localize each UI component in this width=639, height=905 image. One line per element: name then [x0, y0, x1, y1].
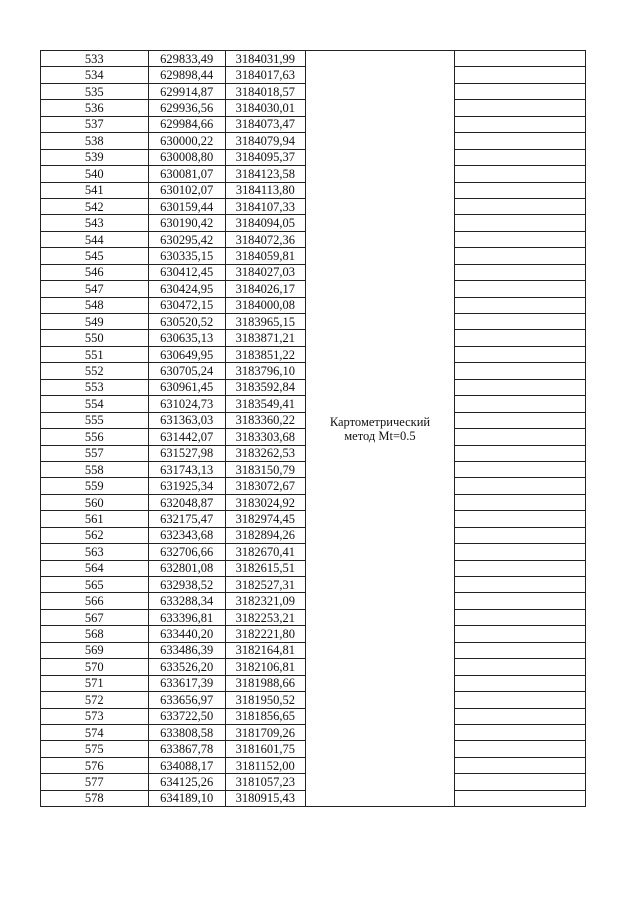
empty-cell [455, 560, 586, 576]
empty-cell [455, 675, 586, 691]
point-number-cell: 561 [41, 511, 149, 527]
y-coordinate-cell: 3184018,57 [225, 83, 305, 99]
empty-cell [455, 182, 586, 198]
y-coordinate-cell: 3184123,58 [225, 166, 305, 182]
y-coordinate-cell: 3184026,17 [225, 281, 305, 297]
x-coordinate-cell: 631442,07 [148, 429, 225, 445]
y-coordinate-cell: 3184079,94 [225, 133, 305, 149]
point-number-cell: 577 [41, 774, 149, 790]
empty-cell [455, 708, 586, 724]
y-coordinate-cell: 3184072,36 [225, 231, 305, 247]
x-coordinate-cell: 633526,20 [148, 659, 225, 675]
y-coordinate-cell: 3182527,31 [225, 577, 305, 593]
point-number-cell: 537 [41, 116, 149, 132]
x-coordinate-cell: 633617,39 [148, 675, 225, 691]
empty-cell [455, 593, 586, 609]
empty-cell [455, 429, 586, 445]
method-line-2: метод Mt=0.5 [344, 428, 416, 443]
empty-cell [455, 642, 586, 658]
x-coordinate-cell: 629898,44 [148, 67, 225, 83]
empty-cell [455, 757, 586, 773]
point-number-cell: 566 [41, 593, 149, 609]
y-coordinate-cell: 3184059,81 [225, 248, 305, 264]
x-coordinate-cell: 633867,78 [148, 741, 225, 757]
x-coordinate-cell: 630081,07 [148, 166, 225, 182]
x-coordinate-cell: 630635,13 [148, 330, 225, 346]
y-coordinate-cell: 3183965,15 [225, 314, 305, 330]
x-coordinate-cell: 630649,95 [148, 346, 225, 362]
y-coordinate-cell: 3184030,01 [225, 100, 305, 116]
y-coordinate-cell: 3184073,47 [225, 116, 305, 132]
x-coordinate-cell: 633808,58 [148, 724, 225, 740]
x-coordinate-cell: 633722,50 [148, 708, 225, 724]
empty-cell [455, 544, 586, 560]
y-coordinate-cell: 3183549,41 [225, 396, 305, 412]
empty-cell [455, 692, 586, 708]
y-coordinate-cell: 3183303,68 [225, 429, 305, 445]
y-coordinate-cell: 3184031,99 [225, 51, 305, 67]
point-number-cell: 562 [41, 527, 149, 543]
point-number-cell: 574 [41, 724, 149, 740]
x-coordinate-cell: 630000,22 [148, 133, 225, 149]
y-coordinate-cell: 3182894,26 [225, 527, 305, 543]
point-number-cell: 546 [41, 264, 149, 280]
empty-cell [455, 577, 586, 593]
point-number-cell: 571 [41, 675, 149, 691]
point-number-cell: 558 [41, 461, 149, 477]
x-coordinate-cell: 630412,45 [148, 264, 225, 280]
point-number-cell: 564 [41, 560, 149, 576]
y-coordinate-cell: 3182615,51 [225, 560, 305, 576]
y-coordinate-cell: 3183796,10 [225, 363, 305, 379]
y-coordinate-cell: 3184000,08 [225, 297, 305, 313]
empty-cell [455, 412, 586, 428]
empty-cell [455, 659, 586, 675]
empty-cell [455, 379, 586, 395]
x-coordinate-cell: 631925,34 [148, 478, 225, 494]
y-coordinate-cell: 3181057,23 [225, 774, 305, 790]
x-coordinate-cell: 631743,13 [148, 461, 225, 477]
empty-cell [455, 774, 586, 790]
y-coordinate-cell: 3183150,79 [225, 461, 305, 477]
point-number-cell: 556 [41, 429, 149, 445]
y-coordinate-cell: 3184095,37 [225, 149, 305, 165]
y-coordinate-cell: 3181709,26 [225, 724, 305, 740]
x-coordinate-cell: 632706,66 [148, 544, 225, 560]
empty-cell [455, 511, 586, 527]
x-coordinate-cell: 630295,42 [148, 231, 225, 247]
empty-cell [455, 215, 586, 231]
point-number-cell: 569 [41, 642, 149, 658]
x-coordinate-cell: 630472,15 [148, 297, 225, 313]
point-number-cell: 552 [41, 363, 149, 379]
empty-cell [455, 51, 586, 67]
y-coordinate-cell: 3182164,81 [225, 642, 305, 658]
point-number-cell: 543 [41, 215, 149, 231]
y-coordinate-cell: 3181601,75 [225, 741, 305, 757]
x-coordinate-cell: 633440,20 [148, 626, 225, 642]
empty-cell [455, 198, 586, 214]
method-line-1: Картометрический [329, 414, 431, 429]
point-number-cell: 554 [41, 396, 149, 412]
empty-cell [455, 741, 586, 757]
x-coordinate-cell: 633288,34 [148, 593, 225, 609]
y-coordinate-cell: 3183851,22 [225, 346, 305, 362]
y-coordinate-cell: 3182974,45 [225, 511, 305, 527]
point-number-cell: 538 [41, 133, 149, 149]
x-coordinate-cell: 630424,95 [148, 281, 225, 297]
x-coordinate-cell: 629914,87 [148, 83, 225, 99]
point-number-cell: 545 [41, 248, 149, 264]
table-row [41, 51, 586, 67]
empty-cell [455, 133, 586, 149]
x-coordinate-cell: 631363,03 [148, 412, 225, 428]
x-coordinate-cell: 630102,07 [148, 182, 225, 198]
x-coordinate-cell: 633656,97 [148, 692, 225, 708]
point-number-cell: 576 [41, 757, 149, 773]
x-coordinate-cell: 634189,10 [148, 790, 225, 806]
y-coordinate-cell: 3183360,22 [225, 412, 305, 428]
x-coordinate-cell: 632938,52 [148, 577, 225, 593]
y-coordinate-cell: 3181856,65 [225, 708, 305, 724]
point-number-cell: 549 [41, 314, 149, 330]
y-coordinate-cell: 3183072,67 [225, 478, 305, 494]
y-coordinate-cell: 3182221,80 [225, 626, 305, 642]
point-number-cell: 563 [41, 544, 149, 560]
point-number-cell: 539 [41, 149, 149, 165]
empty-cell [455, 478, 586, 494]
point-number-cell: 568 [41, 626, 149, 642]
x-coordinate-cell: 631024,73 [148, 396, 225, 412]
y-coordinate-cell: 3181152,00 [225, 757, 305, 773]
empty-cell [455, 67, 586, 83]
empty-cell [455, 494, 586, 510]
empty-cell [455, 461, 586, 477]
y-coordinate-cell: 3181988,66 [225, 675, 305, 691]
point-number-cell: 559 [41, 478, 149, 494]
x-coordinate-cell: 632343,68 [148, 527, 225, 543]
empty-cell [455, 724, 586, 740]
point-number-cell: 565 [41, 577, 149, 593]
y-coordinate-cell: 3183871,21 [225, 330, 305, 346]
y-coordinate-cell: 3184113,80 [225, 182, 305, 198]
x-coordinate-cell: 629833,49 [148, 51, 225, 67]
point-number-cell: 536 [41, 100, 149, 116]
y-coordinate-cell: 3182670,41 [225, 544, 305, 560]
y-coordinate-cell: 3184107,33 [225, 198, 305, 214]
y-coordinate-cell: 3184027,03 [225, 264, 305, 280]
empty-cell [455, 346, 586, 362]
empty-cell [455, 790, 586, 806]
x-coordinate-cell: 630961,45 [148, 379, 225, 395]
empty-cell [455, 281, 586, 297]
x-coordinate-cell: 630335,15 [148, 248, 225, 264]
x-coordinate-cell: 629984,66 [148, 116, 225, 132]
point-number-cell: 540 [41, 166, 149, 182]
x-coordinate-cell: 632175,47 [148, 511, 225, 527]
x-coordinate-cell: 630520,52 [148, 314, 225, 330]
y-coordinate-cell: 3182253,21 [225, 609, 305, 625]
point-number-cell: 547 [41, 281, 149, 297]
x-coordinate-cell: 630190,42 [148, 215, 225, 231]
x-coordinate-cell: 634088,17 [148, 757, 225, 773]
y-coordinate-cell: 3182321,09 [225, 593, 305, 609]
point-number-cell: 578 [41, 790, 149, 806]
coordinates-table [40, 50, 586, 807]
point-number-cell: 551 [41, 346, 149, 362]
y-coordinate-cell: 3183592,84 [225, 379, 305, 395]
empty-cell [455, 100, 586, 116]
empty-cell [455, 297, 586, 313]
x-coordinate-cell: 629936,56 [148, 100, 225, 116]
point-number-cell: 575 [41, 741, 149, 757]
empty-cell [455, 314, 586, 330]
y-coordinate-cell: 3183024,92 [225, 494, 305, 510]
x-coordinate-cell: 632048,87 [148, 494, 225, 510]
point-number-cell: 570 [41, 659, 149, 675]
y-coordinate-cell: 3183262,53 [225, 445, 305, 461]
y-coordinate-cell: 3184094,05 [225, 215, 305, 231]
x-coordinate-cell: 630008,80 [148, 149, 225, 165]
empty-cell [455, 83, 586, 99]
empty-cell [455, 626, 586, 642]
point-number-cell: 550 [41, 330, 149, 346]
x-coordinate-cell: 632801,08 [148, 560, 225, 576]
empty-cell [455, 363, 586, 379]
point-number-cell: 573 [41, 708, 149, 724]
empty-cell [455, 527, 586, 543]
point-number-cell: 548 [41, 297, 149, 313]
point-number-cell: 533 [41, 51, 149, 67]
x-coordinate-cell: 633396,81 [148, 609, 225, 625]
empty-cell [455, 445, 586, 461]
empty-cell [455, 264, 586, 280]
point-number-cell: 555 [41, 412, 149, 428]
empty-cell [455, 231, 586, 247]
empty-cell [455, 149, 586, 165]
empty-cell [455, 116, 586, 132]
point-number-cell: 541 [41, 182, 149, 198]
x-coordinate-cell: 630705,24 [148, 363, 225, 379]
empty-cell [455, 396, 586, 412]
empty-cell [455, 609, 586, 625]
x-coordinate-cell: 634125,26 [148, 774, 225, 790]
empty-cell [455, 248, 586, 264]
point-number-cell: 567 [41, 609, 149, 625]
x-coordinate-cell: 633486,39 [148, 642, 225, 658]
point-number-cell: 553 [41, 379, 149, 395]
point-number-cell: 534 [41, 67, 149, 83]
empty-cell [455, 330, 586, 346]
y-coordinate-cell: 3181950,52 [225, 692, 305, 708]
point-number-cell: 535 [41, 83, 149, 99]
point-number-cell: 560 [41, 494, 149, 510]
y-coordinate-cell: 3182106,81 [225, 659, 305, 675]
x-coordinate-cell: 630159,44 [148, 198, 225, 214]
point-number-cell: 557 [41, 445, 149, 461]
empty-cell [455, 166, 586, 182]
y-coordinate-cell: 3184017,63 [225, 67, 305, 83]
point-number-cell: 572 [41, 692, 149, 708]
point-number-cell: 542 [41, 198, 149, 214]
x-coordinate-cell: 631527,98 [148, 445, 225, 461]
method-cell [305, 51, 454, 807]
y-coordinate-cell: 3180915,43 [225, 790, 305, 806]
point-number-cell: 544 [41, 231, 149, 247]
table-body [41, 51, 586, 807]
